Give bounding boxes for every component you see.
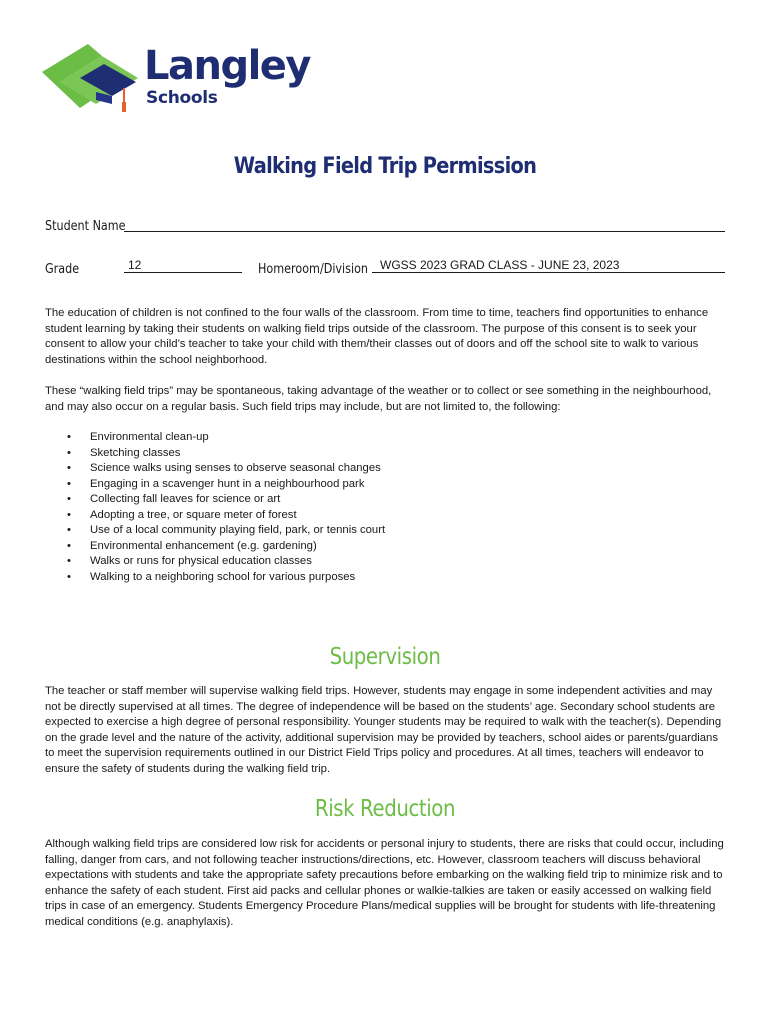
logo-wordmark: Langley: [144, 43, 311, 89]
risk-reduction-paragraph: Although walking field trips are considered low risk for accidents or personal injury to students, there are risks that could occur, including falling, danger from cars, and not following teacher instructions/directions, etc. However, classroom teachers will discuss behavioral expectations with students and take the appropriate safety precautions before embarking on the walking field trip to minimize risk and to enhance the safety of each student. First aid packs and cellular phones or walkie-talkies are taken or easily accessed on walking field trips in case of an emergency. Students Emergency Procedure Plans/medical supplies will be brought for students with life-threatening medical conditions (e.g. anaphylaxis).: [45, 838, 724, 928]
logo-subname: Schools: [146, 88, 218, 108]
intro-paragraph-1: The education of children is not confined to the four walls of the classroom. From time to time, teachers find opportunities to enhance student learning by taking their students on walking field trips outside of the classroom. The purpose of this consent is to seek your consent to allow your child’s teacher to take your child with them/their classes out of doors and off the school site to walk to various destinations within the school neighborhood.: [45, 307, 709, 366]
langley-schools-logo: [40, 42, 310, 122]
risk-reduction-heading: Risk Reduction: [314, 796, 456, 822]
list-item-text: Adopting a tree, or square meter of forest: [90, 508, 297, 521]
list-item: [45, 477, 645, 493]
bullet-icon: •: [67, 555, 71, 567]
bullet-icon: •: [67, 446, 71, 459]
list-item: [45, 446, 645, 462]
student-name-label: Student Name: [45, 219, 126, 234]
bullet-icon: •: [67, 477, 71, 490]
list-item: [45, 539, 645, 555]
homeroom-value: WGSS 2023 GRAD CLASS - JUNE 23, 2023: [380, 258, 620, 272]
mortarboard-logo-icon: [40, 42, 144, 118]
list-item-text: Walks or runs for physical education classes: [90, 555, 312, 567]
activities-list: [45, 430, 645, 585]
list-item: [45, 461, 645, 477]
list-item: [45, 492, 645, 508]
list-item: [45, 523, 645, 539]
list-item: [45, 570, 645, 586]
bullet-icon: •: [67, 493, 71, 505]
bullet-icon: •: [67, 431, 71, 443]
list-item: [45, 508, 645, 524]
list-item: [45, 430, 645, 446]
homeroom-label: Homeroom/Division: [258, 262, 368, 277]
student-name-field[interactable]: [124, 231, 725, 232]
homeroom-field[interactable]: [372, 272, 725, 273]
list-item-text: Environmental clean-up: [90, 431, 209, 443]
supervision-paragraph: The teacher or staff member will supervise walking field trips. However, students may engage in some independent activities and may not be directly supervised at all times. The degree of independence will be based on the students’ age. Secondary school students are expected to exercise a high degree of personal responsibility. Younger students may be required to walk with the teacher(s). Depending on the grade level and the nature of the activity, additional supervision may be provided by teachers, school aides or parents/guardians to meet the supervision requirements outlined in our District Field Trips policy and procedures. At all times, teachers will endeavor to ensure the safety of students during the walking field trip.: [45, 685, 722, 775]
supervision-heading: Supervision: [329, 644, 441, 670]
list-item-text: Environmental enhancement (e.g. gardening): [90, 539, 317, 552]
bullet-icon: •: [67, 570, 71, 583]
grade-value: 12: [128, 258, 142, 272]
bullet-icon: •: [67, 508, 71, 521]
list-item-text: Sketching classes: [90, 446, 181, 459]
list-item-text: Use of a local community playing field, park, or tennis court: [90, 524, 386, 536]
grade-field[interactable]: [124, 272, 242, 273]
bullet-icon: •: [67, 539, 71, 552]
grade-label: Grade: [45, 262, 80, 277]
list-item: [45, 554, 645, 570]
intro-paragraph-2: These “walking field trips” may be spontaneous, taking advantage of the weather or to collect or see something in the neighbourhood, and may also occur on a regular basis. Such field trips may include, but are not limited to, the following:: [45, 385, 712, 413]
list-item-text: Engaging in a scavenger hunt in a neighbourhood park: [90, 477, 365, 490]
bullet-icon: •: [67, 524, 71, 536]
list-item-text: Science walks using senses to observe seasonal changes: [90, 462, 381, 474]
bullet-icon: •: [67, 462, 71, 474]
list-item-text: Walking to a neighboring school for various purposes: [90, 570, 356, 583]
list-item-text: Collecting fall leaves for science or art: [90, 493, 281, 505]
document-title: Walking Field Trip Permission: [233, 154, 537, 179]
